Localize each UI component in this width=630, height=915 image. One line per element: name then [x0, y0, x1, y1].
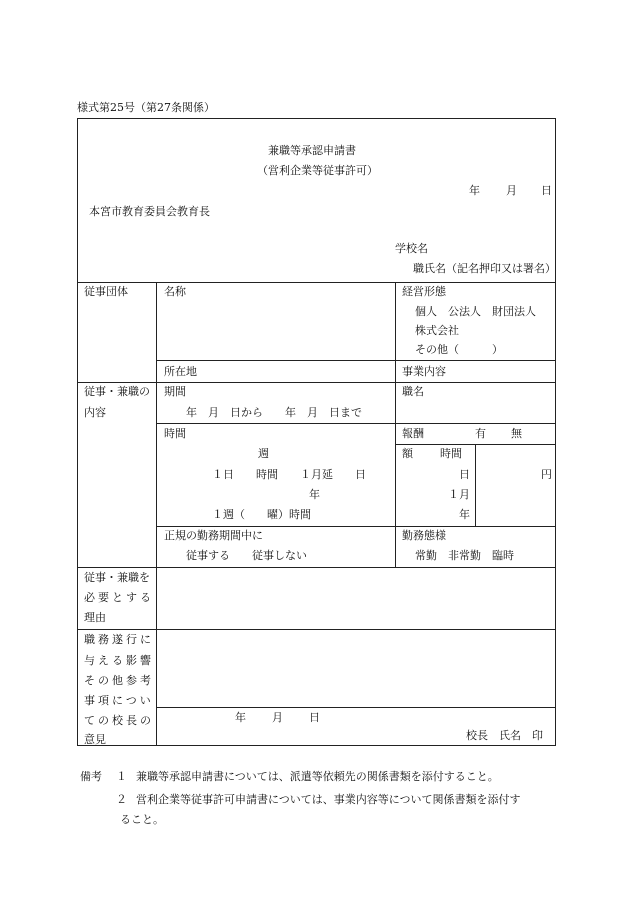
- form-subtitle: （営利企業等従事許可）: [257, 164, 378, 177]
- divider: [475, 444, 476, 526]
- divider: [157, 526, 555, 527]
- position-label: 職名: [402, 385, 424, 398]
- divider: [395, 282, 396, 567]
- application-form: [77, 118, 556, 746]
- amount-month: １月: [448, 488, 470, 501]
- divider: [157, 707, 555, 708]
- divider: [156, 282, 157, 745]
- mgmt-form-label: 経営形態: [402, 285, 446, 298]
- date-month: 月: [506, 184, 517, 197]
- org-name-label: 名称: [164, 285, 186, 298]
- date-year: 年: [469, 184, 480, 197]
- principal-sign: 校長 氏名 印: [466, 729, 543, 742]
- reason-label: 必要とする: [84, 591, 154, 604]
- business-label: 事業内容: [402, 365, 446, 378]
- divider: [157, 360, 555, 361]
- content-label: 従事・兼職の: [84, 385, 150, 398]
- divider: [78, 282, 555, 283]
- amount-unit: 円: [541, 468, 552, 481]
- amount-day: 日: [459, 468, 470, 481]
- pay-label: 報酬: [402, 427, 424, 440]
- opinion-label: 意見: [84, 733, 106, 746]
- work-type-options: 常勤 非常勤 臨時: [415, 549, 514, 562]
- org-label: 従事団体: [84, 285, 128, 298]
- mgmt-form-options: 個人 公法人 財団法人: [415, 305, 536, 318]
- reason-label: 従事・兼職を: [84, 571, 150, 584]
- opinion-date-month: 月: [272, 711, 283, 724]
- note-text: ること。: [120, 813, 164, 826]
- reason-label: 理由: [84, 611, 106, 624]
- during-options: 従事する 従事しない: [186, 549, 307, 562]
- note-number: ２: [116, 793, 127, 806]
- pay-yes: 有: [475, 427, 486, 440]
- period-label: 期間: [164, 385, 186, 398]
- pay-no: 無: [511, 427, 522, 440]
- time-year: 年: [309, 488, 320, 501]
- applicant-name-label: 職氏名（記名押印又は署名）: [413, 262, 556, 275]
- form-number: 様式第25号（第27条関係）: [77, 101, 215, 114]
- divider: [78, 629, 555, 630]
- school-name-label: 学校名: [395, 242, 428, 255]
- content-label: 内容: [84, 406, 106, 419]
- amount-label: 額: [402, 447, 413, 460]
- mgmt-form-options: その他（ ）: [415, 343, 503, 356]
- date-day: 日: [541, 184, 552, 197]
- org-address-label: 所在地: [164, 365, 197, 378]
- time-weekday: １週（ 曜）時間: [212, 508, 311, 521]
- period-value: 年 月 日から 年 月 日まで: [186, 406, 362, 419]
- opinion-label: 職務遂行に: [84, 633, 154, 646]
- during-label: 正規の勤務期間中に: [164, 529, 263, 542]
- addressee: 本宮市教育委員会教育長: [89, 205, 210, 218]
- work-type-label: 勤務態様: [402, 529, 446, 542]
- note-text: 兼職等承認申請書については、派遣等依頼先の関係書類を添付すること。: [136, 770, 499, 783]
- amount-year: 年: [459, 508, 470, 521]
- note-number: １: [116, 770, 127, 783]
- mgmt-form-options: 株式会社: [415, 324, 459, 337]
- opinion-label: 与える影響: [84, 654, 154, 667]
- opinion-date-year: 年: [235, 711, 246, 724]
- opinion-label: その他参考: [84, 674, 154, 687]
- divider: [157, 423, 555, 424]
- amount-hour: 時間: [440, 447, 462, 460]
- divider: [78, 382, 555, 383]
- time-label: 時間: [164, 427, 186, 440]
- opinion-date-day: 日: [309, 711, 320, 724]
- notes-label: 備考: [80, 770, 102, 783]
- divider: [78, 567, 555, 568]
- note-text: 営利企業等従事許可申請書については、事業内容等について関係書類を添付す: [136, 793, 521, 806]
- time-day: １日 時間 １月延 日: [212, 468, 366, 481]
- time-week: 週: [258, 447, 269, 460]
- form-title: 兼職等承認申請書: [268, 144, 356, 157]
- opinion-label: ての校長の: [84, 714, 154, 727]
- opinion-label: 事項につい: [84, 694, 154, 707]
